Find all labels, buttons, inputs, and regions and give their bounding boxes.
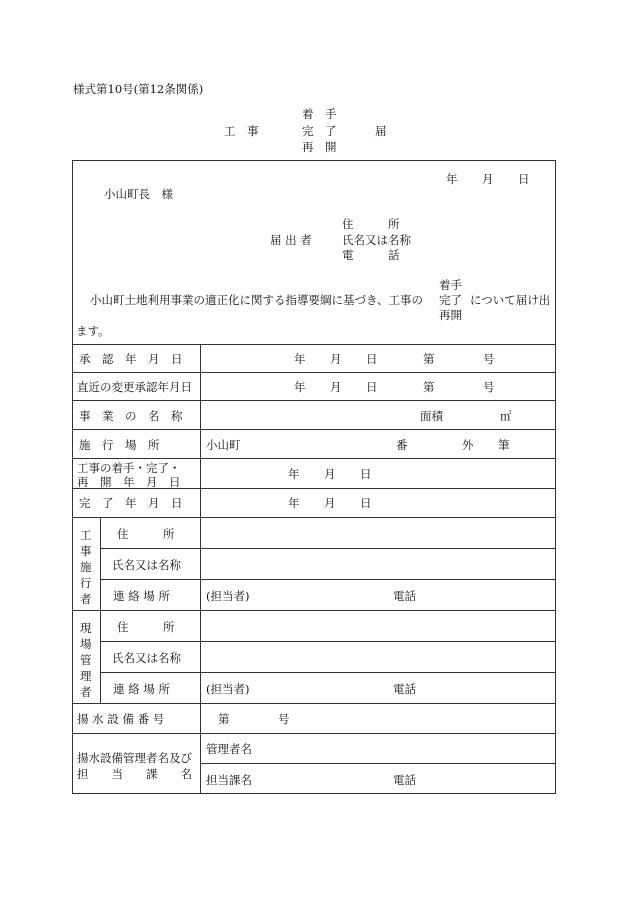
area-unit: ㎡ (500, 409, 512, 423)
approval-year: 年 (294, 352, 306, 366)
contractor-contact-label: 連 絡 場 所 (113, 589, 170, 603)
change-go: 号 (483, 380, 495, 394)
pump-go: 号 (278, 712, 290, 726)
notice-option-start: 着手 (439, 278, 462, 292)
approval-go: 号 (483, 352, 495, 366)
divider (72, 372, 556, 373)
completion-day: 日 (360, 496, 372, 510)
notice-body-after: について届け出 (470, 293, 551, 307)
site-manager-label-char: 管 (80, 653, 92, 667)
site-manager-label-char: 場 (80, 637, 92, 651)
form-number: 様式第10号(第12条関係) (73, 82, 204, 96)
divider (72, 517, 556, 518)
pump-dept-label: 担当課名 (206, 773, 252, 787)
notice-option-complete: 完了 (439, 293, 462, 307)
change-month: 月 (330, 380, 342, 394)
pump-manager-label-line1: 揚水設備管理者名及び (77, 751, 192, 765)
applicant-address-label: 住 所 (342, 217, 400, 231)
location-hitsu: 筆 (498, 438, 510, 452)
completion-year: 年 (288, 496, 300, 510)
site-manager-label-char: 者 (80, 685, 92, 699)
divider (72, 733, 556, 734)
approval-month: 月 (330, 352, 342, 366)
site-manager-contact-label: 連 絡 場 所 (113, 682, 170, 696)
contractor-person-label: (担当者) (206, 589, 250, 603)
approval-day: 日 (366, 352, 378, 366)
site-manager-name-label: 氏名又は名称 (112, 651, 181, 665)
change-no: 第 (423, 380, 435, 394)
title-option-complete: 完 了 (302, 124, 337, 138)
divider (72, 458, 556, 459)
contractor-label-char: 施 (80, 560, 92, 574)
title-suffix: 届 (375, 124, 387, 138)
change-year: 年 (294, 380, 306, 394)
notice-body-end: ます。 (76, 324, 110, 338)
divider (72, 610, 556, 611)
title-prefix: 工 事 (224, 124, 259, 138)
location-town: 小山町 (206, 438, 241, 452)
divider (72, 344, 556, 345)
approval-no: 第 (423, 352, 435, 366)
notice-date-year: 年 (446, 172, 458, 186)
divider (100, 641, 556, 642)
work-dates-label-line2: 再 開 年 月 日 (77, 475, 181, 489)
pump-manager-label-line2: 担 当 課 名 (77, 767, 192, 781)
work-month: 月 (324, 467, 336, 481)
divider (200, 763, 556, 764)
work-day: 日 (360, 467, 372, 481)
contractor-address-label: 住 所 (117, 527, 175, 541)
completion-month: 月 (324, 496, 336, 510)
area-label: 面積 (420, 409, 443, 423)
approval-date-label: 承 認 年 月 日 (79, 352, 183, 366)
change-date-label: 直近の変更承認年月日 (77, 380, 192, 394)
contractor-phone-label: 電話 (393, 589, 416, 603)
applicant-phone-label: 電 話 (342, 248, 400, 262)
divider (200, 344, 201, 794)
change-day: 日 (366, 380, 378, 394)
work-year: 年 (288, 467, 300, 481)
location-label: 施 行 場 所 (79, 438, 160, 452)
contractor-label-char: 工 (80, 528, 92, 542)
divider (72, 703, 556, 704)
pump-manager-name-label: 管理者名 (206, 742, 252, 756)
project-name-label: 事 業 の 名 称 (79, 409, 183, 423)
contractor-label-char: 者 (80, 592, 92, 606)
divider (100, 548, 556, 549)
site-manager-label-char: 理 (80, 669, 92, 683)
pump-no: 第 (218, 712, 230, 726)
title-option-restart: 再 開 (302, 140, 337, 154)
divider (100, 517, 101, 703)
site-manager-person-label: (担当者) (206, 682, 250, 696)
site-manager-label-char: 現 (80, 621, 92, 635)
notice-date-month: 月 (482, 172, 494, 186)
site-manager-address-label: 住 所 (117, 620, 175, 634)
location-gai: 外 (462, 438, 474, 452)
completion-date-label: 完 了 年 月 日 (79, 496, 183, 510)
divider (72, 429, 556, 430)
work-dates-label-line1: 工事の着手・完了・ (77, 461, 181, 475)
pump-number-label: 揚 水 設 備 番 号 (77, 712, 165, 726)
notice-body-before: 小山町土地利用事業の適正化に関する指導要綱に基づき、工事の (90, 293, 424, 307)
applicant-label: 届 出 者 (270, 233, 312, 247)
location-ban: 番 (396, 438, 408, 452)
site-manager-phone-label: 電話 (393, 682, 416, 696)
notice-option-restart: 再開 (439, 308, 462, 322)
contractor-label-char: 行 (80, 576, 92, 590)
contractor-name-label: 氏名又は名称 (112, 558, 181, 572)
pump-phone-label: 電話 (393, 773, 416, 787)
divider (100, 672, 556, 673)
notice-date-day: 日 (518, 172, 530, 186)
applicant-name-label: 氏名又は名称 (342, 233, 411, 247)
addressee: 小山町長 様 (104, 187, 173, 201)
title-option-start: 着 手 (302, 107, 337, 121)
divider (72, 400, 556, 401)
contractor-label-char: 事 (80, 544, 92, 558)
divider (100, 579, 556, 580)
